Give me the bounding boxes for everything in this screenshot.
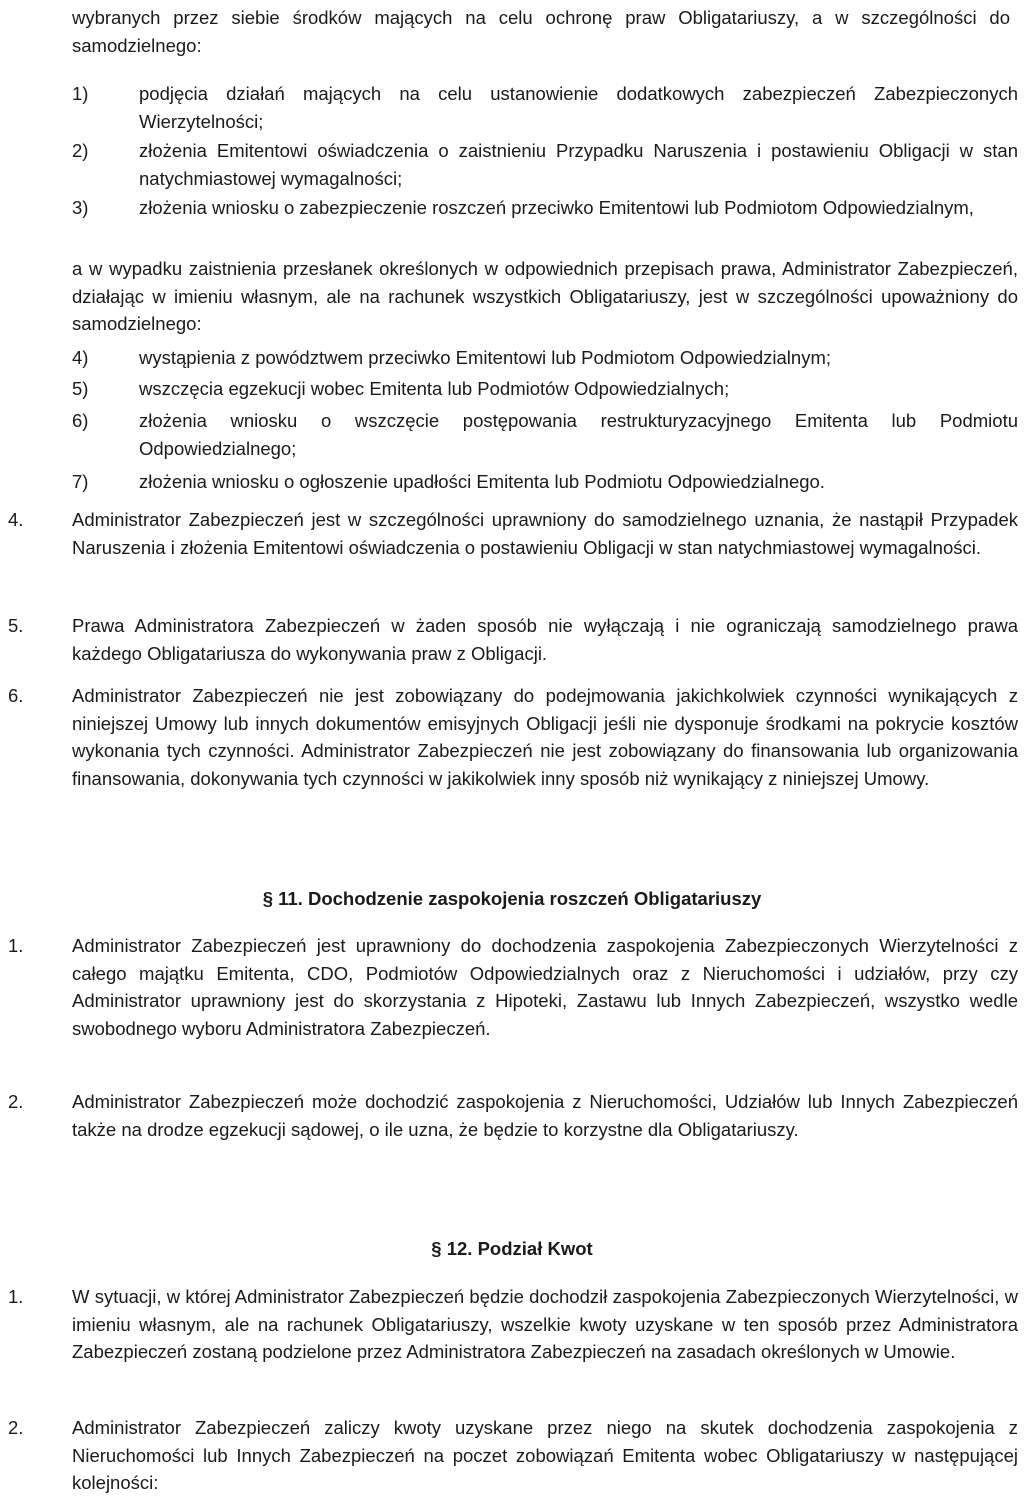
list-item-number: 1) [72,83,89,104]
list-item-text: złożenia Emitentowi oświadczenia o zaistnieniu Przypadku Naruszenia i postawieniu Obligacji w stan natychmiastowej wymagalności; [139,140,1018,189]
list-item-number: 2) [72,140,89,161]
list-item-text: wszczęcia egzekucji wobec Emitenta lub Podmiotów Odpowiedzialnych; [139,378,730,399]
list-item-text: wystąpienia z powództwem przeciwko Emitentowi lub Podmiotom Odpowiedzialnym; [139,347,831,368]
paragraph-number: 1. [8,935,24,956]
paragraph-text: W sytuacji, w której Administrator Zabezpieczeń będzie dochodził zaspokojenia Zabezpieczonych Wierzytelności, w imieniu własnym, ale na rachunek Obligatariuszy, wszelkie kwoty uzyskane w ten sposób przez Administratora Zabezpieczeń zostaną podzielone przez Administratora Zabezpieczeń na zasadach określonych w Umowie. [72,1286,1018,1362]
list-item-number: 5) [72,378,89,399]
paragraph-text: Administrator Zabezpieczeń jest w szczególności uprawniony do samodzielnego uznania, że nastąpił Przypadek Naruszenia i złożenia Emitentowi oświadczenia o postawieniu Obligacji w stan natychmiastowej wymagalności. [72,509,1018,558]
list-item-text: złożenia wniosku o zabezpieczenie roszczeń przeciwko Emitentowi lub Podmiotom Odpowiedzialnym, [139,197,974,218]
paragraph-number: 2. [8,1091,24,1112]
paragraph-text: Administrator Zabezpieczeń jest uprawniony do dochodzenia zaspokojenia Zabezpieczonych Wierzytelności z całego majątku Emitenta, CDO, Podmiotów Odpowiedzialnych oraz z Nieruchomości i udziałów, przy czy Administrator uprawniony jest do skorzystania z Hipoteki, Zastawu lub Innych Zabezpieczeń, wszystko wedle swobodnego wyboru Administratora Zabezpieczeń. [72,935,1018,1039]
list-item-text: podjęcia działań mających na celu ustanowienie dodatkowych zabezpieczeń Zabezpieczonych Wierzytelności; [139,83,1018,132]
paragraph-number: 4. [8,509,24,530]
intro-paragraph: wybranych przez siebie środków mających na celu ochronę praw Obligatariuszy, a w szczególności do samodzielnego: [72,7,1010,56]
paragraph-number: 6. [8,685,24,706]
list-item-text: złożenia wniosku o ogłoszenie upadłości Emitenta lub Podmiotu Odpowiedzialnego. [139,471,825,492]
list-item-number: 3) [72,197,89,218]
list-item-number: 4) [72,347,89,368]
middle-paragraph: a w wypadku zaistnienia przesłanek określonych w odpowiednich przepisach prawa, Administrator Zabezpieczeń, działając w imieniu własnym, ale na rachunek wszystkich Obligatariuszy, jest w szczególności upoważniony do samodzielnego: [72,258,1018,334]
paragraph-text: Administrator Zabezpieczeń nie jest zobowiązany do podejmowania jakichkolwiek czynności wynikających z niniejszej Umowy lub innych dokumentów emisyjnych Obligacji jeśli nie dysponuje środkami na pokrycie kosztów wykonania tych czynności. Administrator Zabezpieczeń nie jest zobowiązany do finansowania lub organizowania finansowania, dokonywania tych czynności w jakikolwiek inny sposób niż wynikający z niniejszej Umowy. [72,685,1018,789]
paragraph-number: 1. [8,1286,24,1307]
paragraph-text: Prawa Administratora Zabezpieczeń w żaden sposób nie wyłączają i nie ograniczają samodzielnego prawa każdego Obligatariusza do wykonywania praw z Obligacji. [72,615,1018,664]
paragraph-number: 5. [8,615,24,636]
section-heading: § 12. Podział Kwot [431,1238,593,1259]
paragraph-text: Administrator Zabezpieczeń zaliczy kwoty uzyskane przez niego na skutek dochodzenia zaspokojenia z Nieruchomości lub Innych Zabezpieczeń na poczet zobowiązań Emitenta wobec Obligatariuszy w następującej kolejności: [72,1417,1018,1493]
list-item-number: 7) [72,471,89,492]
list-item-text: złożenia wniosku o wszczęcie postępowania restrukturyzacyjnego Emitenta lub Podmiotu Odpowiedzialnego; [139,410,1018,459]
paragraph-text: Administrator Zabezpieczeń może dochodzić zaspokojenia z Nieruchomości, Udziałów lub Innych Zabezpieczeń także na drodze egzekucji sądowej, o ile uzna, że będzie to korzystne dla Obligatariuszy. [72,1091,1018,1140]
paragraph-number: 2. [8,1417,24,1438]
section-heading: § 11. Dochodzenie zaspokojenia roszczeń Obligatariuszy [262,888,762,909]
list-item-number: 6) [72,410,89,431]
